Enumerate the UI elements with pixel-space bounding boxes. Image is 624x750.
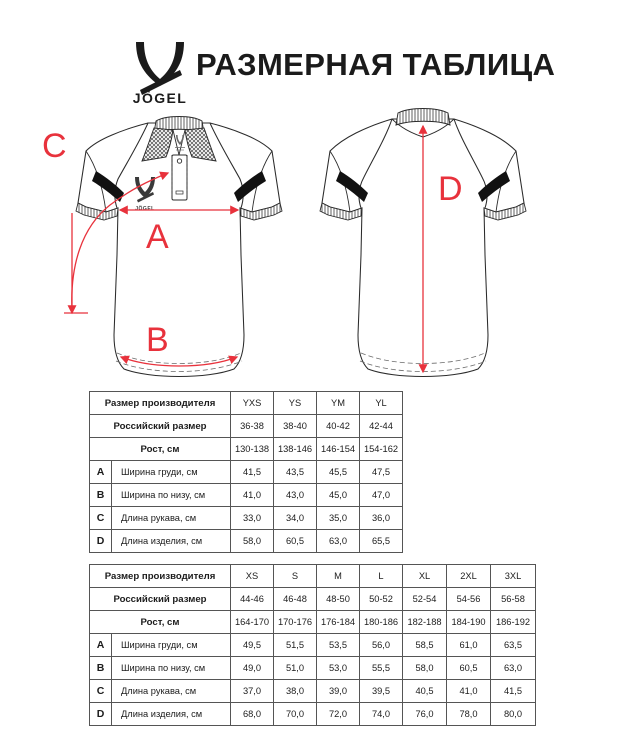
table-row — [90, 680, 536, 703]
cell: 37,0 — [231, 680, 274, 703]
table-row — [90, 484, 403, 507]
cell: 39,5 — [360, 680, 403, 703]
cell: 146-154 — [317, 438, 360, 461]
cell: 47,5 — [360, 461, 403, 484]
table-row — [90, 507, 403, 530]
cell: 39,0 — [317, 680, 360, 703]
size-col-3: L — [360, 565, 403, 588]
cell: 49,5 — [231, 634, 274, 657]
size-col-2: M — [317, 565, 360, 588]
row-label: Рост, см — [90, 611, 231, 634]
cell: 38-40 — [274, 415, 317, 438]
cell: 53,5 — [317, 634, 360, 657]
row-label: Длина рукава, см — [112, 507, 231, 530]
cell: 164-170 — [231, 611, 274, 634]
svg-text:JÖGEL: JÖGEL — [135, 206, 155, 212]
row-key: C — [90, 680, 112, 703]
cell: 35,0 — [317, 507, 360, 530]
cell: 63,0 — [491, 657, 536, 680]
row-key: D — [90, 530, 112, 553]
cell: 182-188 — [403, 611, 447, 634]
header-manufacturer-size: Размер производителя — [90, 392, 231, 415]
cell: 33,0 — [231, 507, 274, 530]
size-col-1: S — [274, 565, 317, 588]
cell: 72,0 — [317, 703, 360, 726]
header-manufacturer-size: Размер производителя — [90, 565, 231, 588]
marker-label-a: A — [146, 218, 169, 256]
table-row — [90, 703, 536, 726]
table-row — [90, 611, 536, 634]
cell: 58,0 — [231, 530, 274, 553]
row-label: Ширина груди, см — [112, 461, 231, 484]
row-label: Ширина по низу, см — [112, 484, 231, 507]
cell: 46-48 — [274, 588, 317, 611]
svg-text:JÖGEL: JÖGEL — [132, 90, 188, 106]
row-key: B — [90, 657, 112, 680]
cell: 63,0 — [317, 530, 360, 553]
cell: 41,5 — [491, 680, 536, 703]
cell: 51,0 — [274, 657, 317, 680]
marker-label-d: D — [438, 170, 463, 208]
cell: 63,5 — [491, 634, 536, 657]
cell: 170-176 — [274, 611, 317, 634]
row-key: D — [90, 703, 112, 726]
size-table-youth — [89, 391, 403, 553]
row-key: A — [90, 461, 112, 484]
row-key: C — [90, 507, 112, 530]
cell: 41,0 — [231, 484, 274, 507]
cell: 45,5 — [317, 461, 360, 484]
cell: 184-190 — [447, 611, 491, 634]
cell: 138-146 — [274, 438, 317, 461]
cell: 60,5 — [274, 530, 317, 553]
cell: 48-50 — [317, 588, 360, 611]
cell: 65,5 — [360, 530, 403, 553]
size-col-4: XL — [403, 565, 447, 588]
row-label: Ширина по низу, см — [112, 657, 231, 680]
row-label: Длина изделия, см — [112, 703, 231, 726]
cell: 47,0 — [360, 484, 403, 507]
size-col-6: 3XL — [491, 565, 536, 588]
cell: 154-162 — [360, 438, 403, 461]
cell: 56,0 — [360, 634, 403, 657]
cell: 61,0 — [447, 634, 491, 657]
table-row — [90, 461, 403, 484]
page-title: РАЗМЕРНАЯ ТАБЛИЦА — [196, 47, 556, 82]
row-label: Ширина груди, см — [112, 634, 231, 657]
row-label: Длина рукава, см — [112, 680, 231, 703]
cell: 43,5 — [274, 461, 317, 484]
table-row — [90, 530, 403, 553]
cell: 42-44 — [360, 415, 403, 438]
size-col-1: YS — [274, 392, 317, 415]
cell: 40,5 — [403, 680, 447, 703]
marker-label-c: C — [42, 127, 67, 165]
cell: 68,0 — [231, 703, 274, 726]
table-row — [90, 634, 536, 657]
cell: 41,0 — [447, 680, 491, 703]
cell: 51,5 — [274, 634, 317, 657]
cell: 55,5 — [360, 657, 403, 680]
size-col-5: 2XL — [447, 565, 491, 588]
size-col-0: XS — [231, 565, 274, 588]
cell: 70,0 — [274, 703, 317, 726]
cell: 186-192 — [491, 611, 536, 634]
cell: 41,5 — [231, 461, 274, 484]
cell: 36-38 — [231, 415, 274, 438]
cell: 40-42 — [317, 415, 360, 438]
table-row — [90, 415, 403, 438]
cell: 56-58 — [491, 588, 536, 611]
size-col-3: YL — [360, 392, 403, 415]
table-row-header — [90, 565, 536, 588]
cell: 130-138 — [231, 438, 274, 461]
row-key: B — [90, 484, 112, 507]
cell: 180-186 — [360, 611, 403, 634]
cell: 45,0 — [317, 484, 360, 507]
cell: 50-52 — [360, 588, 403, 611]
marker-label-b: B — [146, 321, 169, 359]
cell: 38,0 — [274, 680, 317, 703]
page-header — [0, 0, 624, 110]
row-label: Российский размер — [90, 588, 231, 611]
table-row — [90, 657, 536, 680]
front-view — [76, 117, 282, 377]
cell: 176-184 — [317, 611, 360, 634]
cell: 78,0 — [447, 703, 491, 726]
cell: 43,0 — [274, 484, 317, 507]
cell: 58,0 — [403, 657, 447, 680]
row-key: A — [90, 634, 112, 657]
table-row — [90, 438, 403, 461]
table-row — [90, 588, 536, 611]
row-label: Российский размер — [90, 415, 231, 438]
row-label: Рост, см — [90, 438, 231, 461]
cell: 53,0 — [317, 657, 360, 680]
garment-illustration — [0, 95, 624, 390]
cell: 74,0 — [360, 703, 403, 726]
size-table-adult — [89, 564, 536, 726]
row-label: Длина изделия, см — [112, 530, 231, 553]
cell: 76,0 — [403, 703, 447, 726]
size-col-2: YM — [317, 392, 360, 415]
cell: 60,5 — [447, 657, 491, 680]
cell: 49,0 — [231, 657, 274, 680]
cell: 44-46 — [231, 588, 274, 611]
size-col-0: YXS — [231, 392, 274, 415]
cell: 34,0 — [274, 507, 317, 530]
cell: 80,0 — [491, 703, 536, 726]
cell: 36,0 — [360, 507, 403, 530]
cell: 52-54 — [403, 588, 447, 611]
cell: 54-56 — [447, 588, 491, 611]
table-row-header — [90, 392, 403, 415]
cell: 58,5 — [403, 634, 447, 657]
